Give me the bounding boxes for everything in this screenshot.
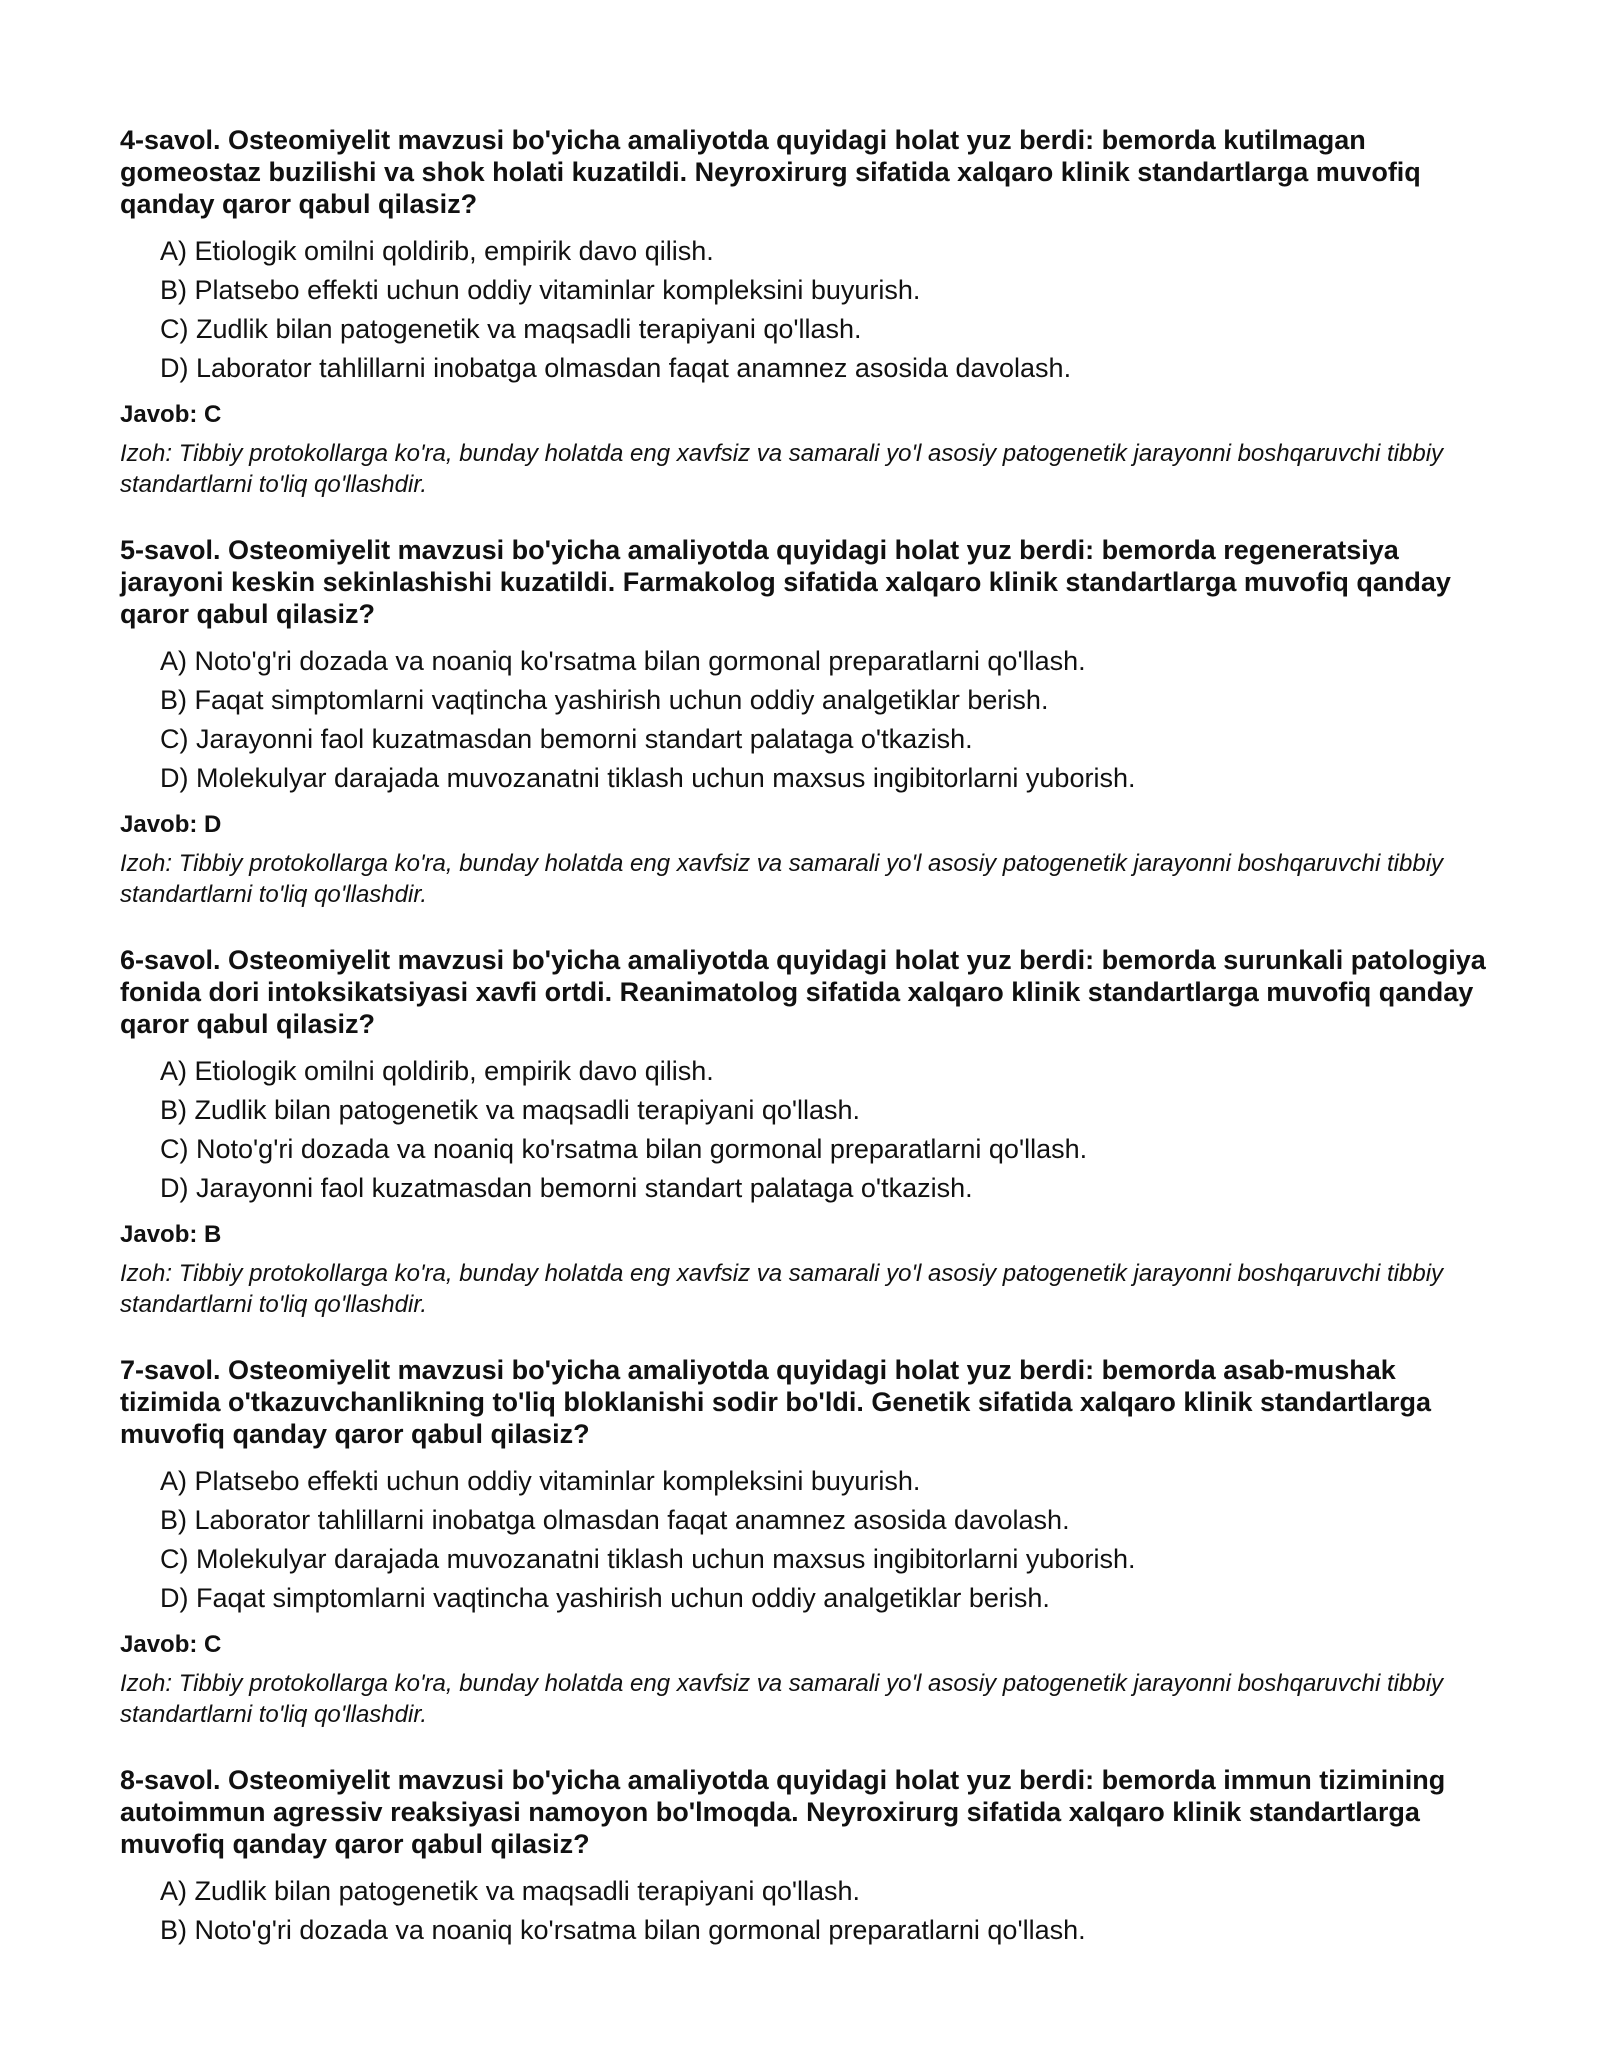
question-7 bbox=[120, 1354, 1490, 1730]
option-d: D) Faqat simptomlarni vaqtincha yashirish uchun oddiy analgetiklar berish. bbox=[160, 1583, 1050, 1613]
answer-label: Javob: C bbox=[120, 1631, 222, 1658]
explanation-text: Izoh: Tibbiy protokollarga ko'ra, bunday holatda eng xavfsiz va samarali yo'l asosiy patogenetik jarayonni boshqaruvchi tibbiy standartlarni to'liq qo'llashdir. bbox=[120, 1260, 1444, 1318]
option-c: C) Zudlik bilan patogenetik va maqsadli terapiyani qo'llash. bbox=[160, 314, 862, 344]
option-a: A) Etiologik omilni qoldirib, empirik davo qilish. bbox=[160, 236, 714, 266]
explanation-text: Izoh: Tibbiy protokollarga ko'ra, bunday holatda eng xavfsiz va samarali yo'l asosiy patogenetik jarayonni boshqaruvchi tibbiy standartlarni to'liq qo'llashdir. bbox=[120, 850, 1444, 908]
question-title: 4-savol. Osteomiyelit mavzusi bo'yicha amaliyotda quyidagi holat yuz berdi: bemorda kutilmagan gomeostaz buzilishi va shok holati kuzatildi. Neyroxirurg sifatida xalqaro klinik standartlarga muvofiq qanday qaror qabul qilasiz? bbox=[120, 125, 1421, 219]
question-title: 5-savol. Osteomiyelit mavzusi bo'yicha amaliyotda quyidagi holat yuz berdi: bemorda regeneratsiya jarayoni keskin sekinlashishi kuzatildi. Farmakolog sifatida xalqaro klinik standartlarga muvofiq qanday qaror qabul qilasiz? bbox=[120, 535, 1451, 629]
option-d: D) Laborator tahlillarni inobatga olmasdan faqat anamnez asosida davolash. bbox=[160, 353, 1072, 383]
option-d: D) Jarayonni faol kuzatmasdan bemorni standart palataga o'tkazish. bbox=[160, 1173, 973, 1203]
option-c: C) Molekulyar darajada muvozanatni tiklash uchun maxsus ingibitorlarni yuborish. bbox=[160, 1544, 1136, 1574]
question-title: 7-savol. Osteomiyelit mavzusi bo'yicha amaliyotda quyidagi holat yuz berdi: bemorda asab-mushak tizimida o'tkazuvchanlikning to'liq bloklanishi sodir bo'ldi. Genetik sifatida xalqaro klinik standartlarga muvofiq qanday qaror qabul qilasiz? bbox=[120, 1355, 1432, 1449]
question-5 bbox=[120, 534, 1490, 910]
option-c: C) Noto'g'ri dozada va noaniq ko'rsatma bilan gormonal preparatlarni qo'llash. bbox=[160, 1134, 1088, 1164]
question-title: 6-savol. Osteomiyelit mavzusi bo'yicha amaliyotda quyidagi holat yuz berdi: bemorda surunkali patologiya fonida dori intoksikatsiyasi xavfi ortdi. Reanimatolog sifatida xalqaro klinik standartlarga muvofiq qanday qaror qabul qilasiz? bbox=[120, 945, 1486, 1039]
question-6 bbox=[120, 944, 1490, 1320]
answer-label: Javob: D bbox=[120, 811, 222, 838]
option-c: C) Jarayonni faol kuzatmasdan bemorni standart palataga o'tkazish. bbox=[160, 724, 973, 754]
option-b: B) Laborator tahlillarni inobatga olmasdan faqat anamnez asosida davolash. bbox=[160, 1505, 1070, 1535]
options-list bbox=[120, 1052, 1490, 1208]
option-b: B) Platsebo effekti uchun oddiy vitaminlar kompleksini buyurish. bbox=[160, 275, 921, 305]
option-b: B) Zudlik bilan patogenetik va maqsadli terapiyani qo'llash. bbox=[160, 1095, 861, 1125]
question-8 bbox=[120, 1764, 1490, 1950]
option-d: D) Molekulyar darajada muvozanatni tiklash uchun maxsus ingibitorlarni yuborish. bbox=[160, 763, 1136, 793]
question-4 bbox=[120, 124, 1490, 500]
option-b: B) Noto'g'ri dozada va noaniq ko'rsatma bilan gormonal preparatlarni qo'llash. bbox=[160, 1915, 1086, 1945]
question-title: 8-savol. Osteomiyelit mavzusi bo'yicha amaliyotda quyidagi holat yuz berdi: bemorda immun tizimining autoimmun agressiv reaksiyasi namoyon bo'lmoqda. Neyroxirurg sifatida xalqaro klinik standartlarga muvofiq qanday qaror qabul qilasiz? bbox=[120, 1765, 1446, 1859]
options-list bbox=[120, 1872, 1490, 1950]
options-list bbox=[120, 232, 1490, 388]
option-a: A) Etiologik omilni qoldirib, empirik davo qilish. bbox=[160, 1056, 714, 1086]
option-a: A) Zudlik bilan patogenetik va maqsadli terapiyani qo'llash. bbox=[160, 1876, 861, 1906]
answer-label: Javob: C bbox=[120, 401, 222, 428]
explanation-text: Izoh: Tibbiy protokollarga ko'ra, bunday holatda eng xavfsiz va samarali yo'l asosiy patogenetik jarayonni boshqaruvchi tibbiy standartlarni to'liq qo'llashdir. bbox=[120, 1670, 1444, 1728]
options-list bbox=[120, 642, 1490, 798]
options-list bbox=[120, 1462, 1490, 1618]
option-a: A) Platsebo effekti uchun oddiy vitaminlar kompleksini buyurish. bbox=[160, 1466, 921, 1496]
explanation-text: Izoh: Tibbiy protokollarga ko'ra, bunday holatda eng xavfsiz va samarali yo'l asosiy patogenetik jarayonni boshqaruvchi tibbiy standartlarni to'liq qo'llashdir. bbox=[120, 440, 1444, 498]
option-a: A) Noto'g'ri dozada va noaniq ko'rsatma bilan gormonal preparatlarni qo'llash. bbox=[160, 646, 1086, 676]
answer-label: Javob: B bbox=[120, 1221, 222, 1248]
option-b: B) Faqat simptomlarni vaqtincha yashirish uchun oddiy analgetiklar berish. bbox=[160, 685, 1049, 715]
